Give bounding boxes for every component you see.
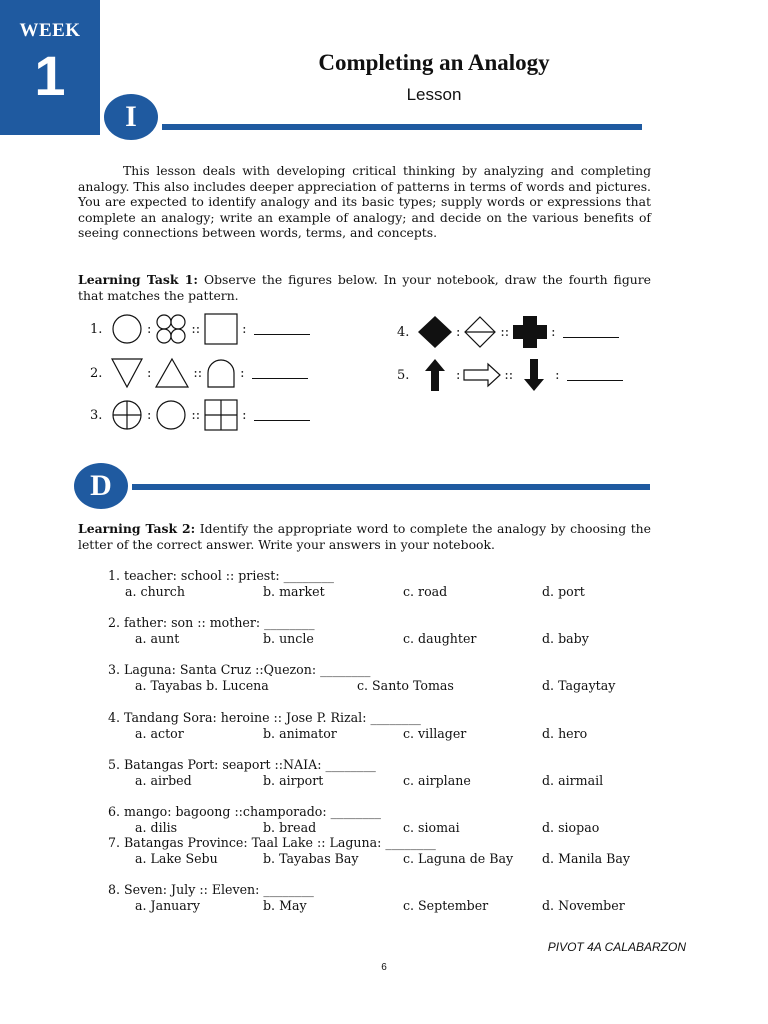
task2-text: Identify the appropriate word to complete the analogy by choosing the letter of the correct answer. Write your answers in your notebook. — [78, 521, 651, 552]
question-5: 5. Batangas Port: seaport ::NAIA: ________ — [108, 757, 376, 772]
option-d: d. Manila Bay — [542, 851, 631, 866]
option-c: c. daughter — [403, 631, 477, 646]
option-d: d. baby — [542, 631, 589, 646]
option-d: d. siopao — [542, 820, 600, 835]
single-separator: : — [240, 365, 245, 381]
figure-row-num: 2. — [90, 365, 103, 381]
figure-row-5 — [397, 358, 623, 392]
option-c: c. Laguna de Bay — [403, 851, 514, 866]
option-b: b. animator — [263, 726, 337, 741]
question-3: 3. Laguna: Santa Cruz ::Quezon: ________ — [108, 662, 371, 677]
arrow-down-filled-figure — [516, 358, 552, 392]
option-d: d. November — [542, 898, 625, 913]
footer-source: PIVOT 4A CALABARZON — [547, 940, 686, 954]
option-a: a. dilis — [135, 820, 178, 835]
option-a: a. church — [125, 584, 185, 599]
double-separator: :: — [504, 367, 514, 383]
intro-text: This lesson deals with developing critical thinking by analyzing and completing analogy. This also includes deeper appreciation of patterns in terms of words and pictures. You are expected to identify analogy and its basic types; supply words or expressions that complete an analogy; write an example of analogy; and decide on the various benefits of seeing connections between words, terms, and concepts. — [78, 163, 651, 241]
week-box — [0, 0, 100, 135]
single-separator: : — [551, 324, 556, 340]
triangle-down-figure — [110, 357, 144, 389]
figure-row-num: 4. — [397, 324, 410, 340]
task1-instructions — [78, 272, 651, 303]
option-b: b. bread — [263, 820, 317, 835]
square-figure — [203, 313, 239, 345]
arrow-right-outline-figure — [463, 358, 501, 392]
figure-row-2 — [90, 356, 308, 390]
question-8: 8. Seven: July :: Eleven: ________ — [108, 882, 314, 897]
square-cross-figure — [203, 399, 239, 431]
single-separator: : — [242, 407, 247, 423]
question-1: 1. teacher: school :: priest: ________ — [108, 568, 334, 583]
question-2: 2. father: son :: mother: ________ — [108, 615, 315, 630]
double-separator: :: — [193, 365, 203, 381]
option-c: c. September — [403, 898, 489, 913]
option-b: b. market — [263, 584, 325, 599]
answer-blank — [567, 370, 623, 381]
single-separator: : — [555, 367, 560, 383]
option-c: c. siomai — [403, 820, 460, 835]
option-c: c. road — [403, 584, 448, 599]
figure-row-num: 5. — [397, 367, 410, 383]
section-badge-d: D — [74, 463, 128, 509]
single-separator: : — [456, 367, 461, 383]
option-d: d. port — [542, 584, 585, 599]
question-6: 6. mango: bagoong ::champorado: ________ — [108, 804, 381, 819]
figure-row-3 — [90, 398, 310, 432]
arrow-up-filled-figure — [417, 358, 453, 392]
option-b: b. May — [263, 898, 307, 913]
option-c: c. Santo Tomas — [357, 678, 454, 693]
triangle-up-figure — [154, 357, 190, 389]
option-a: a. aunt — [135, 631, 180, 646]
figure-row-num: 1. — [90, 321, 103, 337]
answer-blank — [563, 327, 619, 338]
section-rule-d — [132, 484, 650, 490]
figure-row-4 — [397, 315, 619, 349]
option-c: c. airplane — [403, 773, 471, 788]
option-a: a. Lake Sebu — [135, 851, 218, 866]
option-c: c. villager — [403, 726, 467, 741]
figure-row-num: 3. — [90, 407, 103, 423]
section-badge-i: I — [104, 94, 158, 140]
answer-blank — [252, 368, 308, 379]
task2-instructions — [78, 521, 651, 552]
diamond-half-figure — [463, 315, 497, 349]
double-separator: :: — [500, 324, 510, 340]
four-circles-figure — [154, 313, 188, 345]
single-separator: : — [147, 365, 152, 381]
double-separator: :: — [191, 321, 201, 337]
week-label: WEEK — [19, 20, 81, 41]
task1-label: Learning Task 1: — [78, 272, 198, 287]
single-separator: : — [147, 407, 152, 423]
circle-cross-figure — [110, 399, 144, 431]
answer-blank — [254, 410, 310, 421]
option-a: a. January — [135, 898, 200, 913]
arch-figure — [205, 357, 237, 389]
option-b: b. uncle — [263, 631, 314, 646]
cross-filled-figure — [512, 315, 548, 349]
answer-blank — [254, 324, 310, 335]
double-separator: :: — [191, 407, 201, 423]
circle-figure — [110, 313, 144, 345]
circle-figure — [154, 399, 188, 431]
question-4: 4. Tandang Sora: heroine :: Jose P. Rizal: ________ — [108, 710, 421, 725]
section-rule-i — [162, 124, 642, 130]
page-number: 6 — [381, 962, 387, 973]
task2-label: Learning Task 2: — [78, 521, 196, 536]
option-d: d. hero — [542, 726, 588, 741]
single-separator: : — [456, 324, 461, 340]
option-a: a. actor — [135, 726, 184, 741]
single-separator: : — [242, 321, 247, 337]
option-a: a. airbed — [135, 773, 192, 788]
single-separator: : — [147, 321, 152, 337]
diamond-filled-figure — [417, 315, 453, 349]
option-b: b. Tayabas Bay — [263, 851, 359, 866]
task1-text: Observe the figures below. In your notebook, draw the fourth figure that matches the pattern. — [78, 272, 651, 303]
intro-paragraph — [78, 163, 651, 241]
option-b: b. airport — [263, 773, 324, 788]
figure-row-1 — [90, 312, 310, 346]
week-number: 1 — [34, 44, 66, 107]
page-subtitle: Lesson — [406, 85, 462, 104]
page-title: Completing an Analogy — [318, 50, 550, 75]
option-d: d. airmail — [542, 773, 604, 788]
option-d: d. Tagaytay — [542, 678, 616, 693]
option-a-b: a. Tayabas b. Lucena — [135, 678, 269, 693]
question-7: 7. Batangas Province: Taal Lake :: Laguna: ________ — [108, 835, 436, 850]
